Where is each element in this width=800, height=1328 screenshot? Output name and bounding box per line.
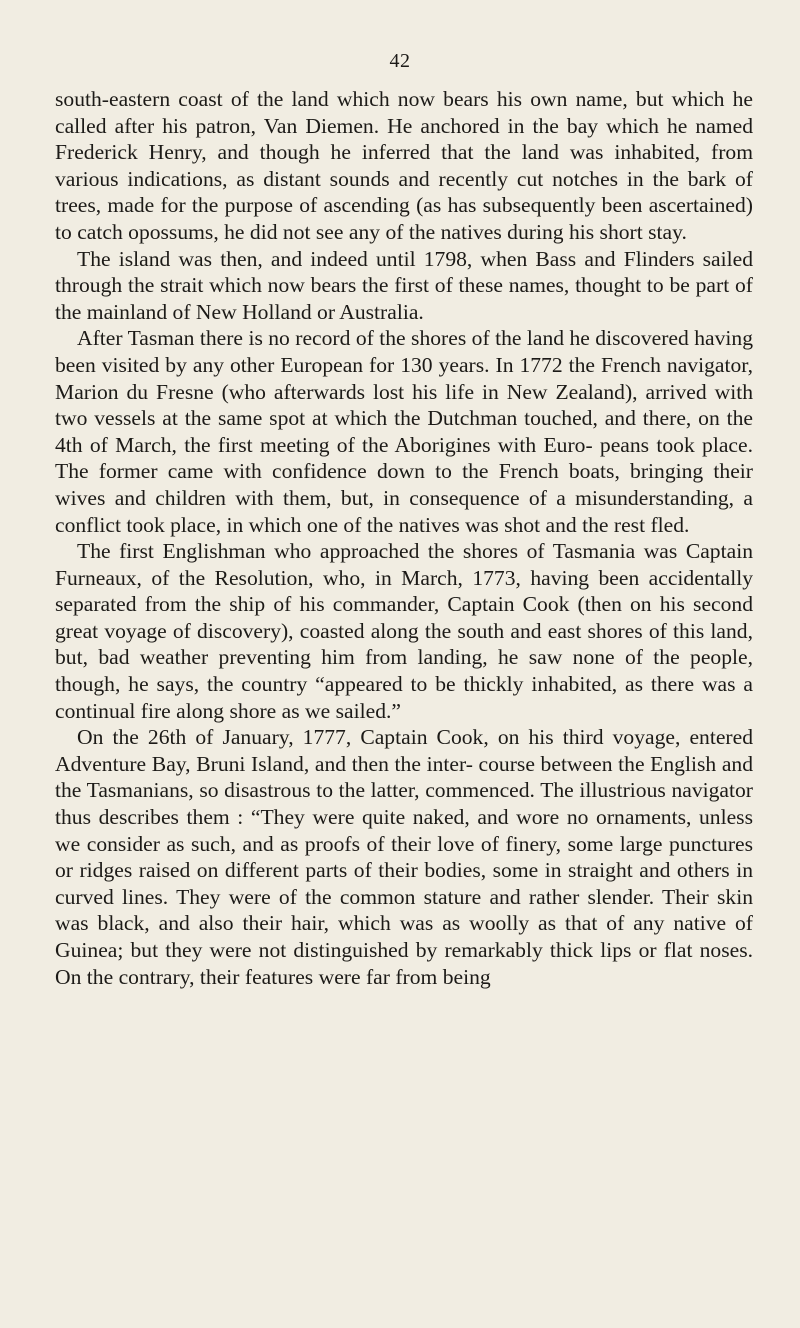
body-text (55, 86, 753, 990)
paragraph-captain-cook: On the 26th of January, 1777, Captain Cook, on his third voyage, entered Adventure Bay, Bruni Island, and then the inter- course between the English and the Tasmanians, so disastrous to the latter, commenced. The illustrious navigator thus describes them : “They were quite naked, and wore no ornaments, unless we consider as such, and as proofs of their love of finery, some large punctures or ridges raised on different parts of their bodies, some in straight and others in curved lines. They were of the common stature and rather slender. Their skin was black, and also their hair, which was as woolly as that of any native of Guinea; but they were not distinguished by remarkably thick lips or flat noses. On the contrary, their features were far from being (55, 725, 753, 989)
paragraph-marion-du-fresne: After Tasman there is no record of the shores of the land he discovered having been visited by any other European for 130 years. In 1772 the French navigator, Marion du Fresne (who afterwards lost his life in New Zealand), arrived with two vessels at the same spot at which the Dutchman touched, and there, on the 4th of March, the first meeting of the Aborigines with Euro- peans took place. The former came with confidence down to the French boats, bringing their wives and children with them, but, in consequence of a misunderstanding, a conflict took place, in which one of the natives was shot and the rest fled. (55, 326, 753, 537)
paragraph-bass-flinders: The island was then, and indeed until 1798, when Bass and Flinders sailed through the strait which now bears the first of these names, thought to be part of the mainland of New Holland or Australia. (55, 246, 753, 324)
paragraph-van-diemen: south-eastern coast of the land which now bears his own name, but which he called after his patron, Van Diemen. He anchored in the bay which he named Frederick Henry, and though he inferred that the land was inhabited, from various indications, as distant sounds and recently cut notches in the bark of trees, made for the purpose of ascending (as has subsequently been ascertained) to catch opossums, he did not see any of the natives during his short stay. (55, 87, 753, 244)
paragraph-furneaux: The first Englishman who approached the shores of Tasmania was Captain Furneaux, of the Resolution, who, in March, 1773, having been accidentally separated from the ship of his commander, Captain Cook (then on his second great voyage of discovery), coasted along the south and east shores of this land, but, bad weather preventing him from landing, he saw none of the people, though, he says, the country “appeared to be thickly inhabited, as there was a continual fire along shore as we sailed.” (55, 539, 753, 723)
page-number: 42 (389, 50, 411, 72)
